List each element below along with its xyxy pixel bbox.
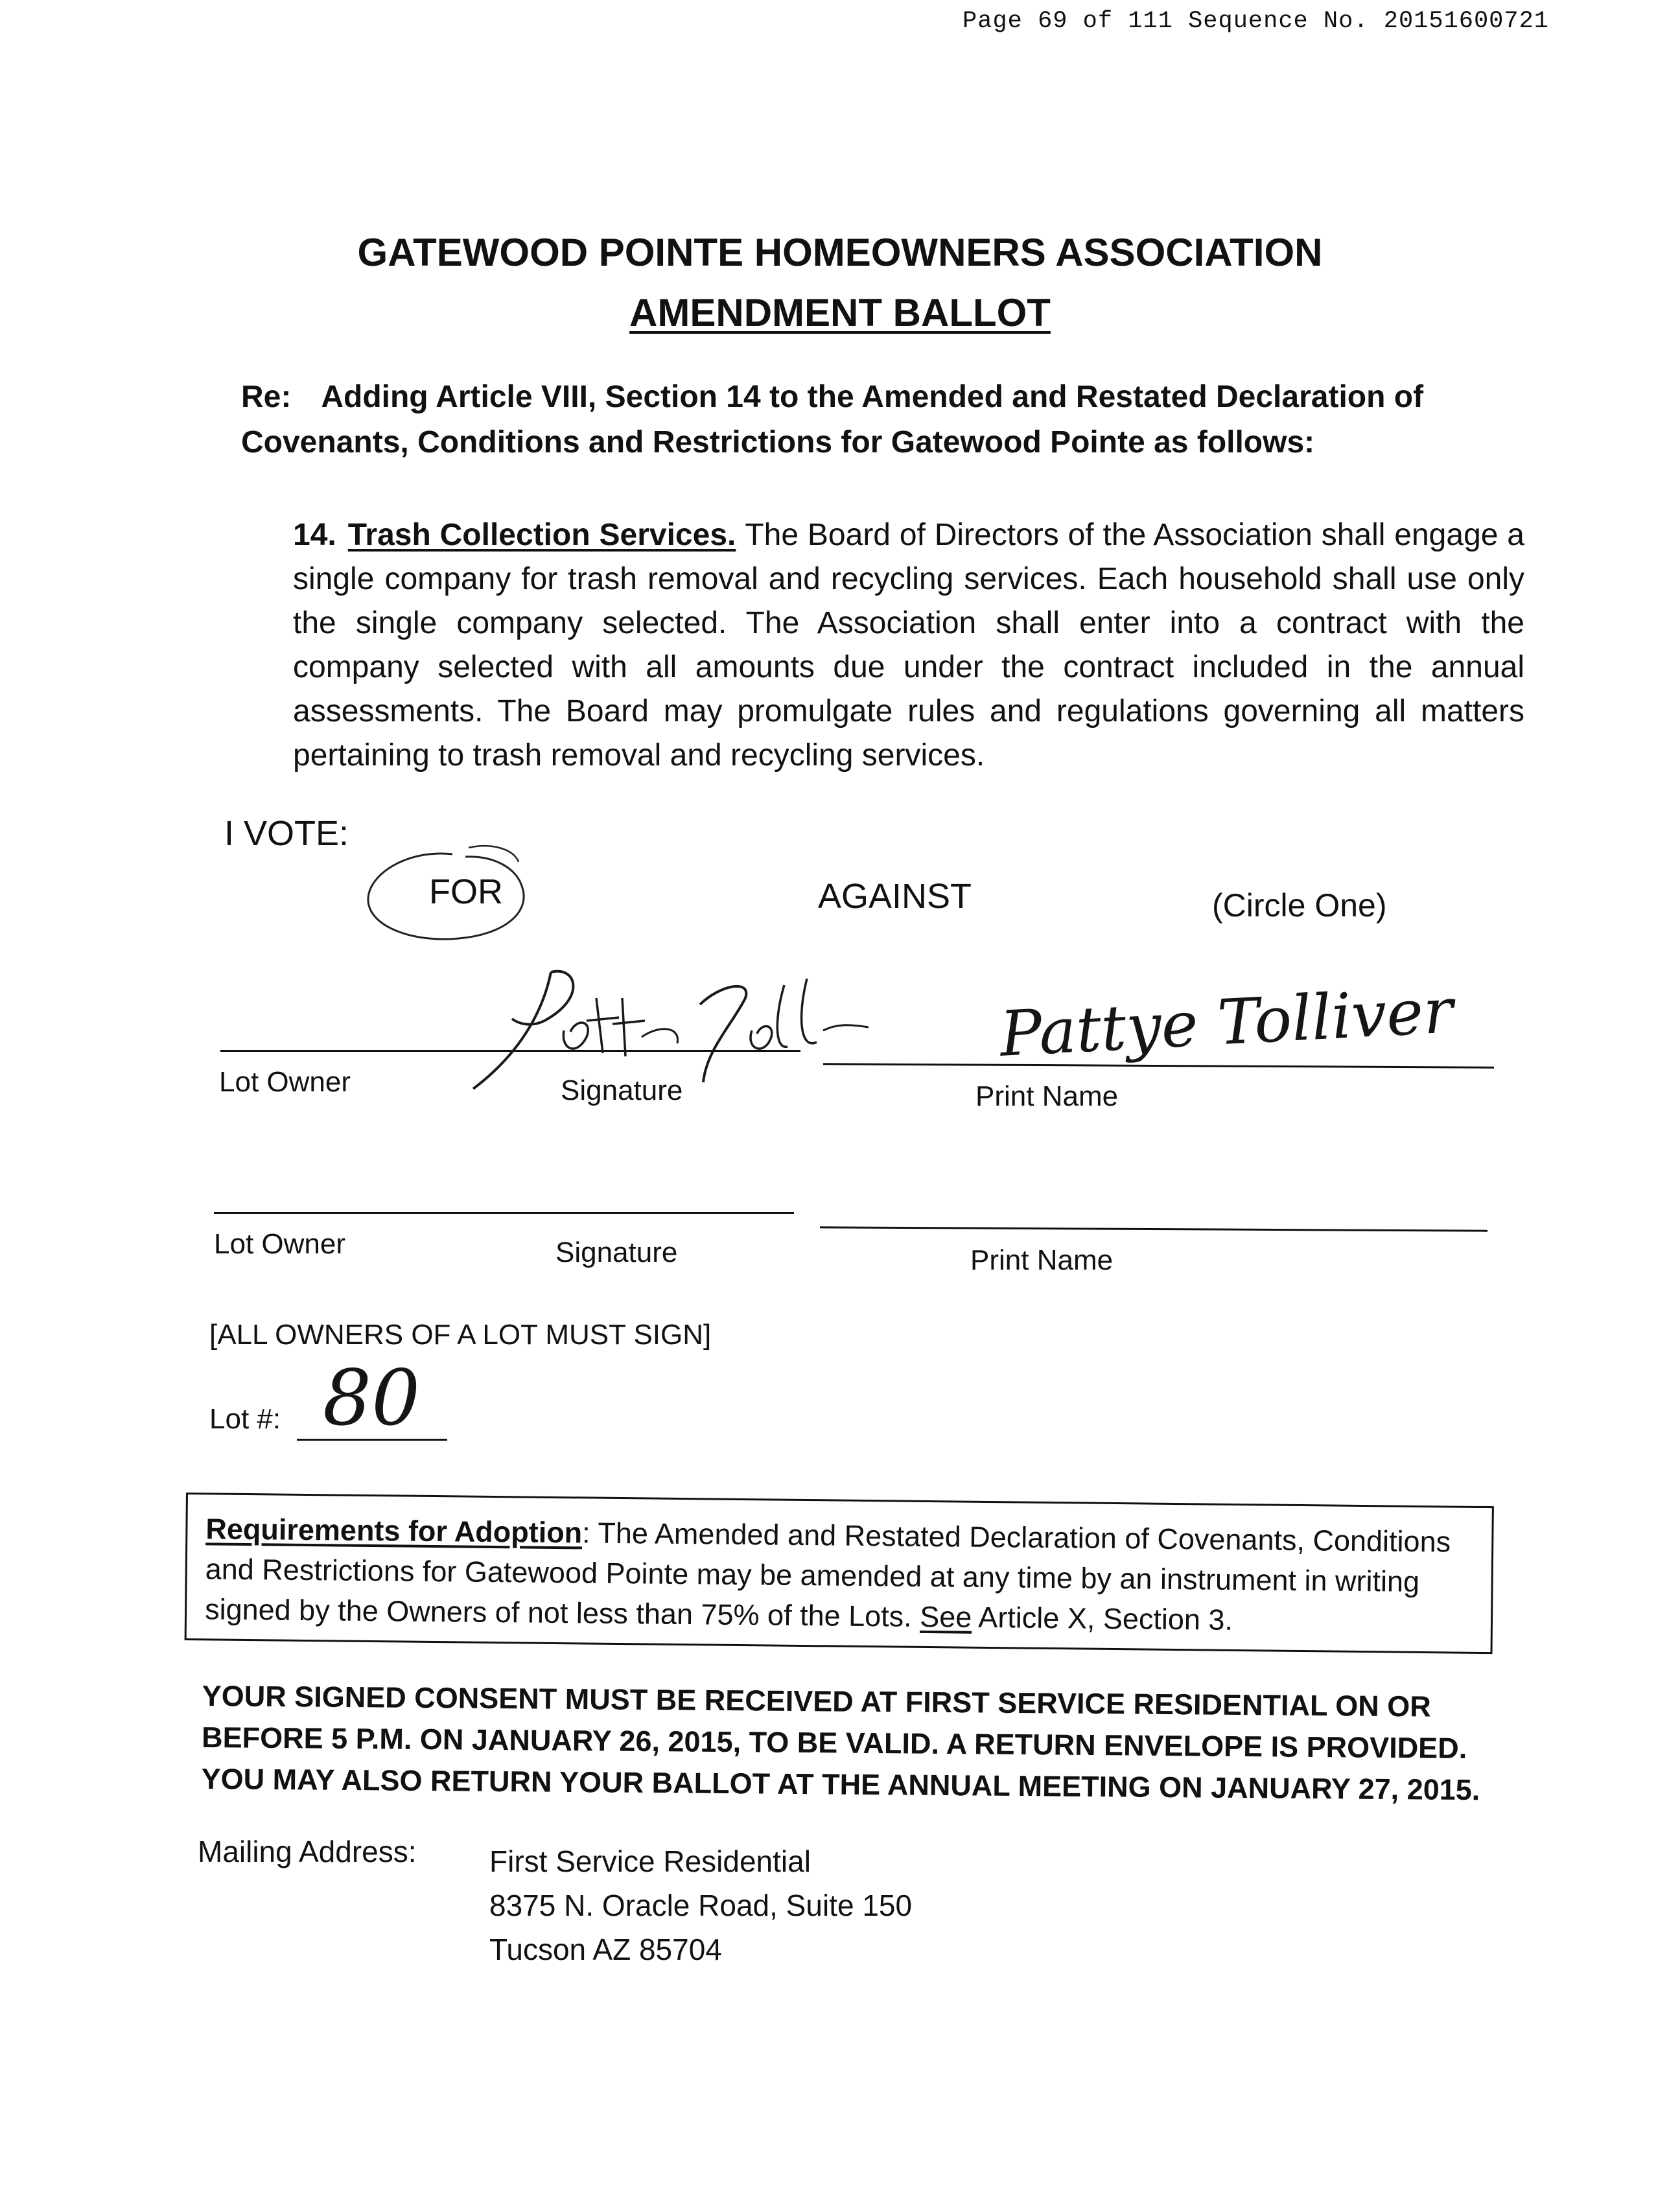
- requirements-see: See: [919, 1599, 972, 1634]
- re-label: Re:: [241, 380, 292, 414]
- requirements-box: [185, 1493, 1494, 1654]
- vote-label: I VOTE:: [224, 814, 349, 853]
- vote-option-for[interactable]: FOR: [429, 872, 503, 911]
- section-14-paragraph: [293, 513, 1524, 778]
- all-owners-note: [ALL OWNERS OF A LOT MUST SIGN]: [209, 1319, 712, 1351]
- for-selection-circle: [355, 836, 550, 959]
- vote-option-against[interactable]: AGAINST: [818, 877, 972, 916]
- requirements-text: : The Amended and Restated Declaration of Covenants, Conditions and Restrictions for Gatewood Pointe may be amended at any time by an instrument in writing signed by the Owners of not less than 75% of the Lots.: [204, 1516, 1451, 1633]
- re-paragraph: [241, 375, 1524, 465]
- ballot-subtitle: AMENDMENT BALLOT: [629, 291, 1051, 334]
- print-name-line-1[interactable]: [823, 1063, 1494, 1068]
- address-line-1: First Service Residential: [489, 1844, 811, 1878]
- association-title: GATEWOOD POINTE HOMEOWNERS ASSOCIATION: [357, 231, 1323, 274]
- print-name-label-2: Print Name: [970, 1244, 1114, 1276]
- requirements-title: Requirements for Adoption: [205, 1512, 583, 1550]
- signature-label-1: Signature: [561, 1075, 683, 1106]
- section-title: Trash Collection Services.: [347, 518, 736, 552]
- lot-number-label: Lot #:: [209, 1403, 281, 1435]
- section-body: The Board of Directors of the Association shall engage a single company for trash removal and recycling services. Each household shall use only the single company selected. The Association shall enter into a contract with the company selected with all amounts due under the contract included in the annual assessments. The Board may promulgate rules and regulations governing all matters pertaining to trash removal and recycling services.: [293, 518, 1525, 773]
- re-text: Adding Article VIII, Section 14 to the Amended and Restated Declaration of Covenants, Conditions and Restrictions for Gatewood Pointe as follows:: [241, 380, 1424, 459]
- section-number: 14.: [293, 518, 336, 552]
- circle-one-instruction: (Circle One): [1212, 887, 1387, 924]
- lot-owner-label-2: Lot Owner: [214, 1228, 345, 1260]
- address-line-3: Tucson AZ 85704: [489, 1933, 722, 1966]
- lot-owner-label-1: Lot Owner: [219, 1066, 351, 1098]
- signature-label-2: Signature: [555, 1237, 678, 1268]
- address-line-2: 8375 N. Oracle Road, Suite 150: [489, 1889, 913, 1922]
- print-name-label-1: Print Name: [975, 1080, 1119, 1112]
- handwritten-signature: [447, 959, 888, 1095]
- printed-name-handwritten: Pattye Tolliver: [998, 974, 1455, 1071]
- print-name-line-2[interactable]: [820, 1226, 1488, 1231]
- lot-number-value: 80: [323, 1353, 421, 1443]
- signature-line-2[interactable]: [214, 1212, 794, 1214]
- submission-notice: YOUR SIGNED CONSENT MUST BE RECEIVED AT FIRST SERVICE RESIDENTIAL ON OR BEFORE 5 P.M. ON JANUARY 26, 2015, TO BE VALID. A RETURN ENVELOPE IS PROVIDED. YOU MAY ALSO RETURN YOUR BALLOT AT THE ANNUAL MEETING ON JANUARY 27, 2015.: [201, 1679, 1480, 1807]
- page-sequence-header: Page 69 of 111 Sequence No. 20151600721: [962, 8, 1549, 35]
- requirements-reference: Article X, Section 3.: [972, 1600, 1233, 1636]
- mailing-address-label: Mailing Address:: [198, 1835, 417, 1868]
- mailing-address: [489, 1839, 912, 1971]
